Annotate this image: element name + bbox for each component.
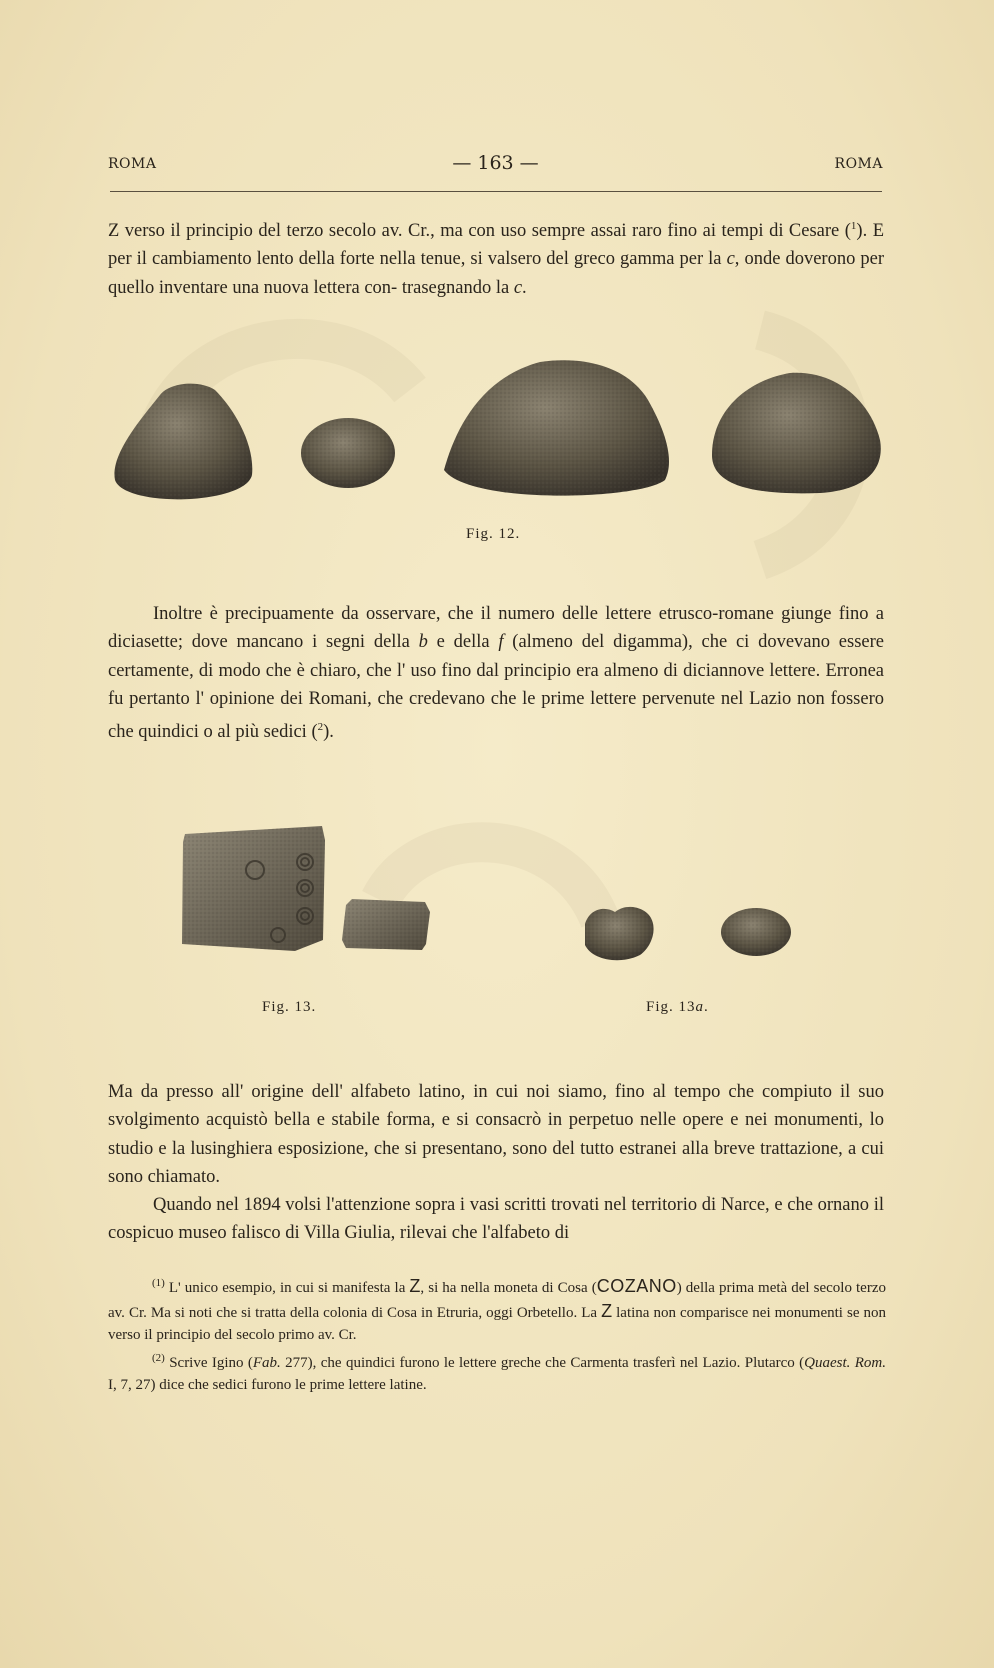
footnotes xyxy=(108,1272,886,1397)
fn1-c: ) della prima metà del secolo terzo av. Cr. Ma si noti che si tratta della colonia di Cosa in Etruria, oggi Orbetello. La xyxy=(108,1280,886,1321)
footnote-1 xyxy=(108,1272,886,1347)
footnote-2 xyxy=(108,1347,886,1397)
fn1-mark: (1) xyxy=(152,1277,165,1289)
p1-line4i: c xyxy=(513,277,523,298)
fig13a-cap-c: . xyxy=(704,999,709,1015)
p2-italic-b: b xyxy=(418,632,428,653)
figure-12-caption: Fig. 12. xyxy=(466,526,521,542)
fig13a-cap-b: a xyxy=(695,999,705,1015)
header-left: ROMA xyxy=(108,156,157,172)
paragraph-4: Quando nel 1894 volsi l'attenzione sopra i vasi scritti trovati nel territorio di Narce, e che ornano il cospicuo museo falisco di Villa Giulia, rilevai che l'alfabeto di xyxy=(108,1195,884,1244)
fn1-coin-legend: COZANO xyxy=(596,1276,677,1296)
fn1-z: Z xyxy=(409,1276,421,1296)
p2-text-c: (almeno del digamma), che ci dovevano essere certamente, di modo che è chiaro, che l' uso fino dal principio era almeno di diciannove lettere. Erronea fu pertanto l' opinione dei Romani, che credevano che le prime lettere pervenute nel Lazio non fossero che quindici o al più sedici ( xyxy=(108,632,884,743)
paragraph-3: Ma da presso all' origine dell' alfabeto latino, in cui noi siamo, fino al tempo che compiuto il suo svolgimento acquistò bella e stabile forma, e si consacrò in perpetuo nelle opere e nei monumenti, lo studio e la lusinghiera esposizione, che si presentano, sono del tutto estranei alla breve trattazione, a cui sono chiamato. xyxy=(108,1082,884,1187)
footnote-ref-2: 2 xyxy=(317,721,324,734)
fn1-d: latina non comparisce nei monumenti se non verso il principio del secolo primo av. Cr. xyxy=(108,1304,886,1343)
fn1-b: , si ha nella moneta di Cosa ( xyxy=(420,1280,597,1296)
page-number: — 163 — xyxy=(452,152,539,174)
figure-13a-caption xyxy=(646,999,709,1016)
footnote-ref-1: 1 xyxy=(850,220,857,232)
header-right: ROMA xyxy=(834,156,883,172)
fn2-c: I, 7, 27) dice che sedici furono le prime lettere latine. xyxy=(108,1377,427,1393)
figure-12 xyxy=(114,360,880,499)
p1-line4a: trasegnando la xyxy=(401,277,514,298)
paragraph-2 xyxy=(108,600,884,747)
figure-13-caption: Fig. 13. xyxy=(262,999,317,1015)
fig13a-cap-a: Fig. 13 xyxy=(646,999,696,1015)
p1-line3b: , onde doverono per quello inventare una nuova lettera con- xyxy=(108,249,884,298)
p2-italic-f: f xyxy=(498,632,504,653)
p1-line2a: di Cesare ( xyxy=(769,221,851,242)
fn1-a: L' unico esempio, in cui si manifesta la xyxy=(164,1280,410,1296)
fn2-i2: Quaest. Rom. xyxy=(804,1354,886,1371)
fn2-b: 277), che quindici furono le lettere greche che Carmenta trasferì nel Lazio. Plutarco ( xyxy=(280,1354,805,1371)
fn2-mark: (2) xyxy=(152,1351,165,1364)
figure-13a xyxy=(585,907,791,960)
p1-line1: Z verso il principio del terzo secolo av. Cr., ma con uso sempre assai raro fino ai tempi xyxy=(108,221,764,242)
p1-line2b: ). E per il cambiamento lento della forte nella tenue, si valsero del xyxy=(108,221,884,270)
p1-line4b: . xyxy=(522,277,527,298)
p2-text-b: e della xyxy=(427,632,499,653)
fn2-a: Scrive Igino ( xyxy=(164,1354,253,1371)
fn1-z2: Z xyxy=(601,1300,613,1321)
fn2-i1: Fab. xyxy=(252,1354,281,1371)
p1-line3a: greco gamma per la xyxy=(573,249,727,270)
p1-line3i: c xyxy=(726,249,735,270)
p2-text-a: Inoltre è precipuamente da osservare, che il numero delle lettere etrusco-romane giunge fino a diciasette; dove mancano i segni della xyxy=(108,604,884,653)
p2-text-d: ). xyxy=(323,722,334,743)
